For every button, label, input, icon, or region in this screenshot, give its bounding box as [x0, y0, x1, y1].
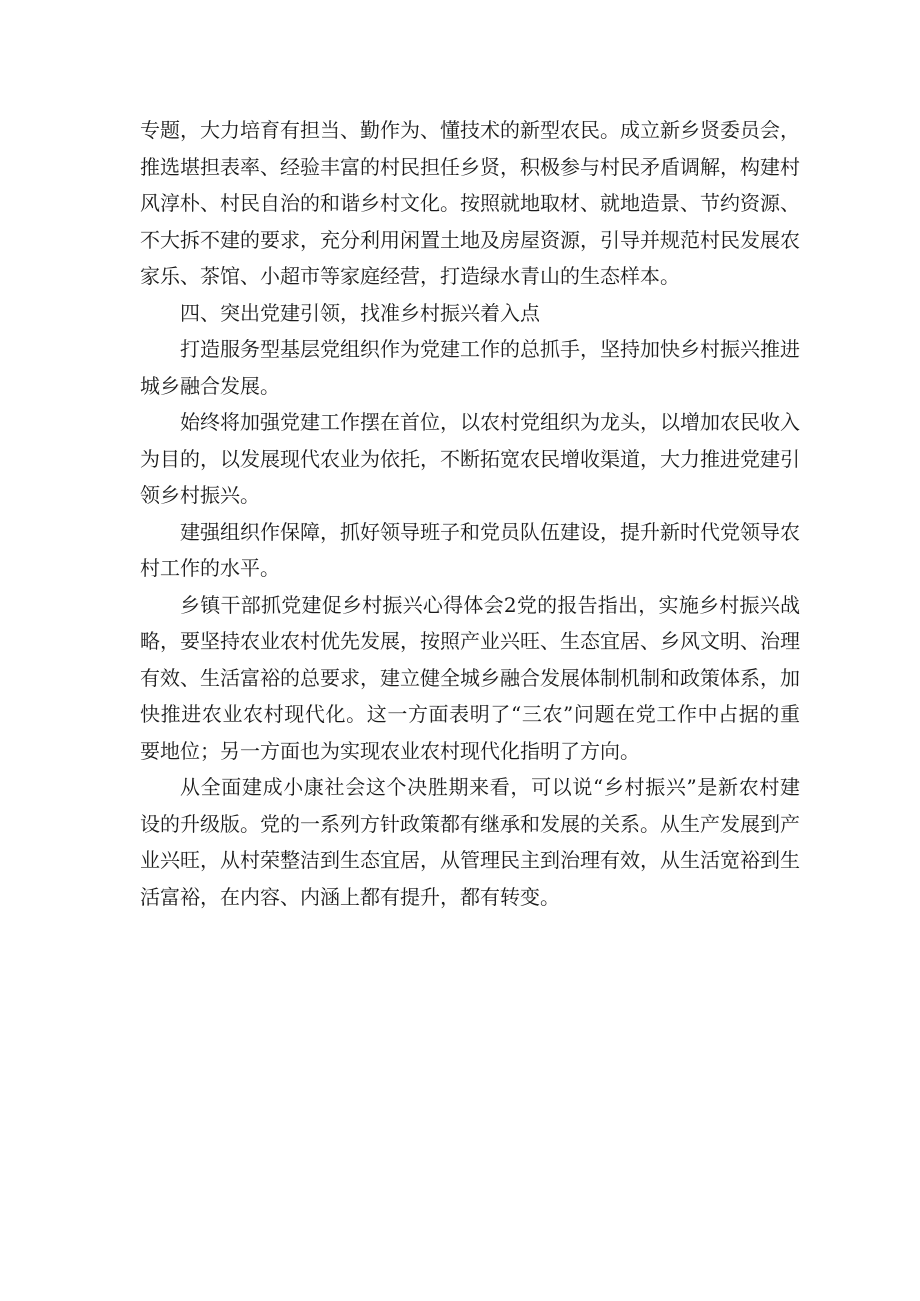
- paragraph: 乡镇干部抓党建促乡村振兴心得体会2党的报告指出，实施乡村振兴战略，要坚持农业农村优先发展，按照产业兴旺、生态宜居、乡风文明、治理有效、生活富裕的总要求，建立健全城乡融合发展体制机制和政策体系，加快推进农业农村现代化。这一方面表明了“三农”问题在党工作中占据的重要地位；另一方面也为实现农业农村现代化指明了方向。: [140, 592, 800, 763]
- paragraph: 打造服务型基层党组织作为党建工作的总抓手，坚持加快乡村振兴推进城乡融合发展。: [140, 337, 800, 398]
- paragraph: 建强组织作保障，抓好领导班子和党员队伍建设，提升新时代党领导农村工作的水平。: [140, 519, 800, 580]
- paragraph: 始终将加强党建工作摆在首位，以农村党组织为龙头，以增加农民收入为目的，以发展现代农业为依托，不断拓宽农民增收渠道，大力推进党建引领乡村振兴。: [140, 410, 800, 507]
- section-heading: 四、突出党建引领，找准乡村振兴着入点: [180, 300, 540, 325]
- document-body: [140, 112, 800, 915]
- paragraph: 从全面建成小康社会这个决胜期来看，可以说“乡村振兴”是新农村建设的升级版。党的一系列方针政策都有继承和发展的关系。从生产发展到产业兴旺，从村荣整洁到生态宜居，从管理民主到治理有效，从生活宽裕到生活富裕，在内容、内涵上都有提升，都有转变。: [140, 775, 800, 909]
- paragraph-continued: 专题，大力培育有担当、勤作为、懂技术的新型农民。成立新乡贤委员会，推选堪担表率、经验丰富的村民担任乡贤，积极参与村民矛盾调解，构建村风淳朴、村民自治的和谐乡村文化。按照就地取材、就地造景、节约资源、不大拆不建的要求，充分利用闲置土地及房屋资源，引导并规范村民发展农家乐、茶馆、小超市等家庭经营，打造绿水青山的生态样本。: [140, 118, 800, 288]
